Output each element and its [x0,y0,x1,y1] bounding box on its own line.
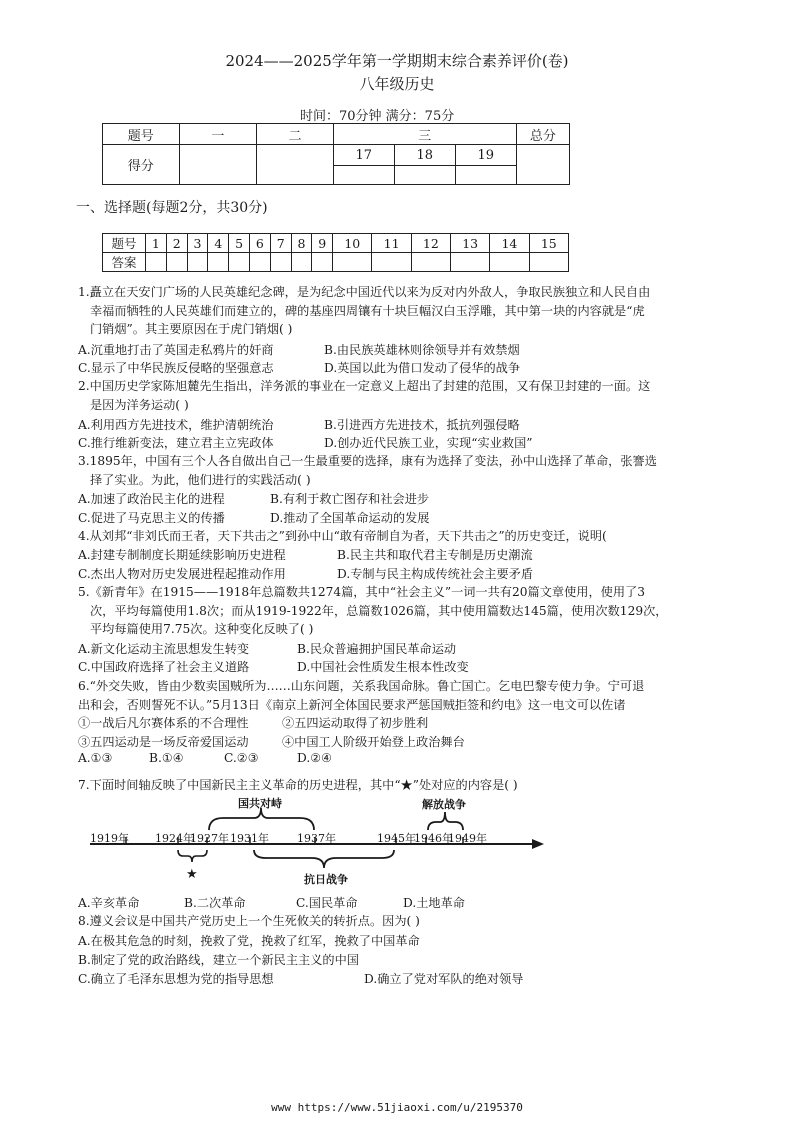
q7-line1: 7.下面时间轴反映了中国新民主主义革命的历史进程，其中“★”处对应的内容是( ) [78,778,518,792]
answer-cell [229,253,250,272]
footer-url: www https://www.51jiaoxi.com/u/2195370 [271,1101,523,1114]
q3-option-a: A.加速了政治民主化的进程 [78,492,225,506]
answer-num: 3 [187,234,208,253]
q7-option-c: C.国民革命 [296,896,358,910]
score-sub-17: 17 [333,145,394,166]
score-table [102,123,570,185]
q8-line1: 8.遵义会议是中国共产党历史上一个生死攸关的转折点。因为( ) [78,914,420,928]
q5-option-b: B.民众普遍拥护国民革命运动 [297,642,457,656]
q2-line2: 是因为洋务运动( ) [90,398,189,412]
answer-num: 1 [146,234,167,253]
year-label: 1919年 [90,832,129,845]
q4-line1: 4.从刘邦“非刘氏而王者，天下共击之”到孙中山“敢有帝制自为者，天下共击之”的历史变迁，说明( [78,529,607,543]
brace-star [178,850,207,862]
score-cell-2 [257,145,334,185]
score-sub-18: 18 [394,145,455,166]
q1-line1: 1.矗立在天安门广场的人民英雄纪念碑，是为纪念中国近代以来为反对内外敌人，争取民族独立和人民自由 [78,285,651,299]
q6-statement-1: ①一战后凡尔赛体系的不合理性 [78,716,249,730]
q5-line2: 次，平均每篇使用1.8次；而从1919-1922年，总篇数1026篇，其中使用篇数达145篇，使用次数129次， [90,604,668,618]
answer-num: 14 [490,234,529,253]
answer-num: 11 [372,234,411,253]
score-header-3: 三 [333,124,516,145]
label-kangri: 抗日战争 [304,873,348,886]
score-label: 得分 [103,145,180,185]
score-header-2: 二 [257,124,334,145]
q8-option-a: A.在极其危急的时刻，挽救了党，挽救了红军，挽救了中国革命 [78,934,420,948]
star-mark: ★ [186,867,198,882]
answer-header-ans: 答案 [103,253,146,272]
answer-cell [333,253,372,272]
q1-line2: 幸福而牺牲的人民英雄们而建立的，碑的基座四周镶有十块巨幅汉白玉浮雕，其中第一块的内容就是“虎 [90,304,645,318]
answer-num: 15 [529,234,568,253]
answer-cell [270,253,291,272]
timeline-arrow [532,839,544,849]
brace-kangri [254,850,394,868]
q1-option-c: C.显示了中华民族反侵略的坚强意志 [78,361,274,375]
q4-option-d: D.专制与民主构成传统社会主要矛盾 [337,567,534,581]
q5-line1: 5.《新青年》在1915——1918年总篇数共1274篇，其中“社会主义”一词一共有20篇文章使用，使用了3 [78,585,645,599]
score-header-num: 题号 [103,124,180,145]
q2-option-c: C.推行维新变法，建立君主立宪政体 [78,436,274,450]
answer-cell [451,253,490,272]
q3-option-d: D.推动了全国革命运动的发展 [270,511,430,525]
q6-option-c: C.②③ [224,751,259,765]
year-label: 1927年 [190,832,229,845]
score-cell-17 [333,166,394,185]
year-label: 1937年 [297,832,336,845]
q7-option-d: D.土地革命 [403,896,465,910]
q2-option-d: D.创办近代民族工业，实现“实业救国” [324,436,533,450]
label-guogong: 国共对峙 [238,797,282,810]
q3-option-b: B.有利于救亡图存和社会进步 [270,492,430,506]
q7-option-a: A.辛亥革命 [78,896,140,910]
q6-statement-4: ④中国工人阶级开始登上政治舞台 [282,735,465,749]
q7-option-b: B.二次革命 [184,896,246,910]
q2-option-a: A.利用西方先进技术，维护清朝统治 [78,418,274,432]
answer-num: 4 [208,234,229,253]
answer-num: 10 [333,234,372,253]
answer-cell [372,253,411,272]
time-info: 时间：70分钟 满分：75分 [300,109,455,124]
year-label: 1924年 [155,832,194,845]
score-cell-total [516,145,569,185]
section-title: 一、选择题(每题2分，共30分) [76,200,268,216]
exam-subtitle: 八年级历史 [359,75,435,93]
q6-line2: 出和会，否则誓死不认。”5月13日《南京上新河全体国民要求严惩国贼拒签和约电》这一电文可以佐诸 [78,698,626,712]
q3-line2: 择了实业。为此，他们进行的实践活动( ) [90,473,311,487]
q1-line3: 门销烟”。其主要原因在于虎门销烟( ) [90,322,293,336]
answer-num: 9 [312,234,333,253]
year-label: 1945年 [377,832,416,845]
answer-num: 7 [270,234,291,253]
score-cell-1 [179,145,257,185]
answer-cell [166,253,187,272]
year-label: 1946年 [414,832,453,845]
answer-cell [249,253,270,272]
q1-option-b: B.由民族英雄林则徐领导并有效禁烟 [324,343,520,357]
q5-option-a: A.新文化运动主流思想发生转变 [78,642,250,656]
answer-cell [291,253,312,272]
answer-num: 5 [229,234,250,253]
answer-num: 8 [291,234,312,253]
q5-option-d: D.中国社会性质发生根本性改变 [297,660,469,674]
answer-cell [208,253,229,272]
answer-cell [187,253,208,272]
q4-option-a: A.封建专制制度长期延续影响历史进程 [78,548,286,562]
q6-option-d: D.②④ [297,751,333,765]
q6-line1: 6.“外交失败，皆由少数卖国贼所为……山东问题，关系我国命脉。鲁亡国亡。乞电巴黎专使力争。宁可退 [78,679,645,693]
q1-option-d: D.英国以此为借口发动了侵华的战争 [324,361,521,375]
answer-cell [312,253,333,272]
q2-line1: 2.中国历史学家陈旭麓先生指出，洋务派的事业在一定意义上超出了封建的范围，又有保卫封建的一面。这 [78,379,651,393]
score-header-1: 一 [179,124,257,145]
year-label: 1949年 [448,832,487,845]
brace-guogong [209,808,314,830]
answer-cell [146,253,167,272]
answer-cell [529,253,568,272]
q5-option-c: C.中国政府选择了社会主义道路 [78,660,250,674]
answer-table [102,233,569,272]
q6-statement-2: ②五四运动取得了初步胜利 [282,716,429,730]
answer-num: 6 [249,234,270,253]
score-cell-19 [455,166,516,185]
brace-jiefang [428,812,463,830]
q6-statement-3: ③五四运动是一场反帝爱国运动 [78,735,249,749]
score-sub-19: 19 [455,145,516,166]
answer-header-num: 题号 [103,234,146,253]
q3-option-c: C.促进了马克思主义的传播 [78,511,225,525]
year-label: 1931年 [230,832,269,845]
exam-title: 2024——2025学年第一学期期末综合素养评价(卷) [225,52,569,70]
q2-option-b: B.引进西方先进技术，抵抗列强侵略 [324,418,520,432]
answer-num: 2 [166,234,187,253]
answer-cell [490,253,529,272]
answer-cell [411,253,450,272]
timeline-diagram [78,792,548,892]
answer-num: 12 [411,234,450,253]
label-jiefang: 解放战争 [422,798,466,811]
q6-option-b: B.①④ [149,751,184,765]
answer-num: 13 [451,234,490,253]
q4-option-b: B.民主共和取代君主专制是历史潮流 [337,548,533,562]
q8-option-c: C.确立了毛泽东思想为党的指导思想 [78,972,274,986]
q8-option-d: D.确立了党对军队的绝对领导 [364,972,524,986]
q5-line3: 平均每篇使用7.75次。这种变化反映了( ) [90,622,314,636]
q8-option-b: B.制定了党的政治路线，建立一个新民主主义的中国 [78,953,359,967]
q6-option-a: A.①③ [78,751,113,765]
q1-option-a: A.沉重地打击了英国走私鸦片的奸商 [78,343,274,357]
q3-line1: 3.1895年，中国有三个人各自做出自己一生最重要的选择，康有为选择了变法，孙中山选择了革命，张謇选 [78,454,657,468]
score-cell-18 [394,166,455,185]
q4-option-c: C.杰出人物对历史发展进程起推动作用 [78,567,286,581]
score-header-total: 总分 [516,124,569,145]
